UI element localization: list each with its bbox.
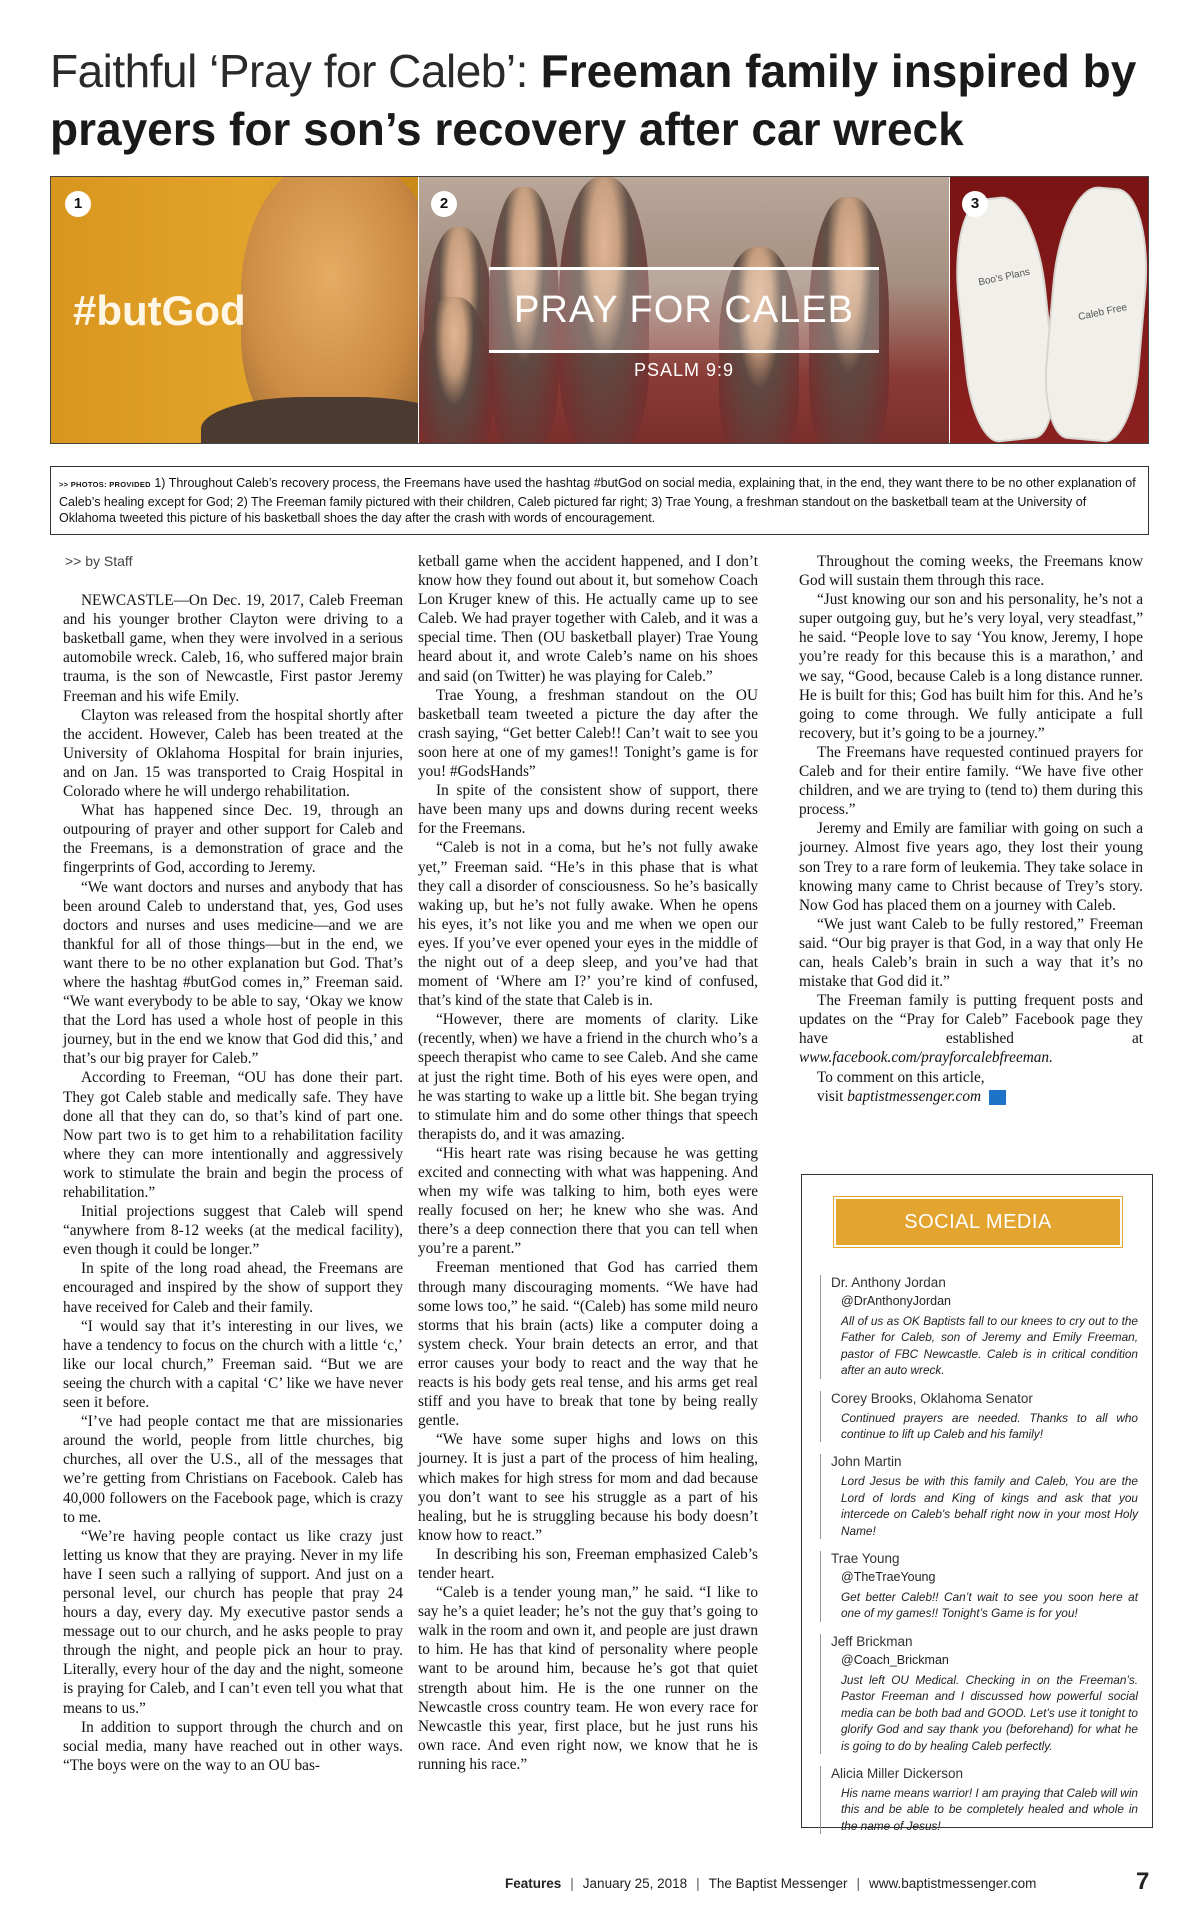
paragraph: ketball game when the accident happened, and I don’t know how they found out about it, but somehow Coach Lon Kruger knew of this. He actually came up to see Caleb. We had prayer together with Caleb, and it was a special time. Then (OU basketball player) Trae Young heard about it, and wrote Caleb’s name on his shoes and said (on Twitter) he was playing for Caleb.”	[418, 553, 758, 685]
paragraph: In describing his son, Freeman emphasized Caleb’s tender heart.	[418, 1545, 758, 1582]
page-footer: Features | January 25, 2018 | The Baptist Messenger | www.baptistmessenger.com 7	[505, 1868, 1150, 1895]
caption-text: 1) Throughout Caleb’s recovery process, the Freemans have used the hashtag #butGod on social media, explaining that, in the end, they want there to be no other explanation of Caleb’s healing except for God; 2) The Freeman family pictured with their children, Caleb pictured far right; 3) Trae Young, a freshman standout on the basketball team at the University of Oklahoma tweeted this picture of his basketball shoes the day after the crash with words of encouragement.	[59, 476, 1136, 525]
response-handle: @TheTraeYoung	[841, 1570, 936, 1585]
headline	[50, 42, 1160, 158]
footer-section: Features	[505, 1876, 562, 1891]
footer-date: January 25, 2018	[582, 1876, 688, 1891]
paragraph: Throughout the coming weeks, the Freemans know God will sustain them through this race.	[799, 553, 1143, 590]
paragraph: “We’re having people contact us like crazy just letting us know that they are praying. Never in my life have I seen such a rallying of support. And just on a personal level, our church has people that pray 24 hours a day, every day. My executive pastor sends a message out to our church, and he asks people to pray through the night, and people pick an hour to pray. Literally, every hour of the day and the night, someone is praying for Caleb, and I can’t even tell you what that means to us.”	[63, 1527, 403, 1717]
headline-main: Freeman family inspired by prayers for son’s recovery after car wreck	[50, 45, 1137, 155]
paragraph: Trae Young, a freshman standout on the OU basketball team tweeted a picture the day after the crash saying, “Get better Caleb!! Can’t wait to see you soon here at one of my games!! Tonight’s game is for you! #GodsHands”	[418, 686, 758, 781]
response-text: Just left OU Medical. Checking in on the Freeman’s. Pastor Freeman and I discussed how powerful social media can be both bad and GOOD. Let’s use it tonight to glorify God and say thank you (beforehand) for what he is going to do by healing Caleb perfectly.	[841, 1672, 1138, 1753]
response-item	[820, 1275, 1138, 1379]
response-name: Jeff Brickman	[831, 1633, 913, 1649]
response-text: Continued prayers are needed. Thanks to all who continue to lift up Caleb and his family!	[841, 1410, 1138, 1442]
photo-butgod	[51, 177, 418, 443]
paragraph: “Just knowing our son and his personality, he’s not a super outgoing guy, but he’s very loyal, very steadfast,” he said. “People love to say ‘You know, Jeremy, I hope you’re ready for this because this is a marathon,’ and we say, “Good, because Caleb is a long distance runner. He is built for this; God has built him for this. And he’s going to come through. We fully anticipate a full recovery, but it’s going to be a journey.”	[799, 591, 1143, 742]
social-media-sidebar	[801, 1174, 1153, 1833]
facebook-url[interactable]: www.facebook.com/prayforcalebfreeman.	[799, 1049, 1053, 1067]
response-name: Alicia Miller Dickerson	[831, 1765, 964, 1781]
paragraph: “We just want Caleb to be fully restored,” Freeman said. “Our big prayer is that God, in a way that only He can, heals Caleb’s brain in such a way that it’s no mistake that God did it.”	[799, 915, 1143, 991]
paragraph: According to Freeman, “OU has done their part. They got Caleb stable and medically safe. They have done all that they can do, so that’s kind of part one. Now part two is to get him to a rehabilitation facility where they can more intentionally and aggressively work to stimulate the brain and begin the process of rehabilitation.”	[63, 1069, 403, 1201]
paragraph: “His heart rate was rising because he was getting excited and connecting with what was happening. And when my wife was talking to him, both eyes were really focused on her; he knew who she was. And there’s a deep connection there that you can tell when you’re a parent.”	[418, 1144, 758, 1258]
photo-number-1: 1	[65, 191, 91, 217]
response-text: Lord Jesus be with this family and Caleb, You are the Lord of lords and King of kings and ask that you intercede on Caleb's behalf right now in your most Holy Name!	[841, 1474, 1138, 1538]
article-column-3	[799, 552, 1143, 1106]
response-name: John Martin	[831, 1454, 902, 1470]
paragraph: The Freemans have requested continued prayers for Caleb and for their entire family. “We have five other children, and we are trying to (tend to) them during this process.”	[799, 743, 1143, 819]
butgod-text: #butGod	[73, 287, 246, 334]
paragraph: “I’ve had people contact me that are missionaries around the world, people from little churches, big churches, all over the U.S., all of the messages that we’re getting from Christians on Facebook. Caleb has 40,000 followers on the Facebook page, which is crazy to me.	[63, 1413, 403, 1526]
response-handle: @Coach_Brickman	[841, 1652, 949, 1667]
article-column-2	[418, 552, 758, 1774]
article-column-1	[63, 552, 403, 1775]
response-item	[820, 1634, 1138, 1754]
byline: >> by Staff	[65, 553, 133, 569]
psalm-text: PSALM 9:9	[633, 360, 735, 380]
comment-url[interactable]: baptistmessenger.com	[847, 1087, 982, 1105]
photo-number-2: 2	[431, 191, 457, 217]
shoe-text-right: Caleb Free	[1077, 301, 1129, 324]
paragraph: Clayton was released from the hospital shortly after the accident. However, Caleb has been treated at the University of Oklahoma Hospital for brain injuries, and on Jan. 15 was transported to Craig Hospital in Colorado where he will undergo rehabilitation.	[63, 706, 403, 801]
paragraph: In spite of the consistent show of support, there have been many ups and downs during recent weeks for the Freemans.	[418, 782, 758, 838]
paragraph: “We want doctors and nurses and anybody that has been around Caleb to understand that, yes, God uses doctors and nurses and uses medicine—and we are thankful for all of those things—but in the end, we want there to be no other explanation but God. That’s where the hashtag #butGod comes in,” Freeman said. “We want everybody to be able to say, ‘Okay we know that the Lord has used a whole host of people in this journey, but in the end we know that God did this,’ and that’s our big prayer for Caleb.”	[63, 878, 403, 1068]
paragraph: “I would say that it’s interesting in our lives, we have a tendency to focus on the church with a little ‘c,’ like our local church,” Freeman said. “But we are seeing the church with a capital ‘C’ like we have never seen it before.	[63, 1317, 403, 1412]
paragraph: What has happened since Dec. 19, through an outpouring of prayer and other support for Caleb and the Freemans, is a demonstration of grace and the fingerprints of God, according to Jeremy.	[63, 802, 403, 877]
photo-number-3: 3	[962, 191, 988, 217]
photo-family	[419, 177, 949, 443]
response-handle: @DrAnthonyJordan	[841, 1294, 951, 1308]
paragraph: “Caleb is a tender young man,” he said. “I like to say he’s a quiet leader; he’s not the guy that’s going to walk in the room and own it, and people are just drawn to him. He has that kind of personality where people want to be around him, because he’s got that quiet strength about him. He is the one runner on the Newcastle cross country team. He won every race for Newcastle this year, first place, but he just runs his own race. And even right now, we know that he is running his race.”	[418, 1584, 758, 1773]
sidebar-title: SOCIAL MEDIA RESPONSES:	[834, 1197, 1122, 1247]
shoe-left	[950, 193, 1062, 443]
headline-kicker: Faithful ‘Pray for Caleb’:	[50, 45, 528, 97]
response-name: Trae Young	[831, 1551, 900, 1567]
paragraph: “We have some super highs and lows on this journey. It is just a part of the process of him healing, which makes for high stress for mom and dad because you don’t want to see his struggle as a part of his healing, but he is struggling because his body doesn’t know how to react.”	[418, 1431, 758, 1544]
paragraph-facebook: The Freeman family is putting frequent posts and updates on the “Pray for Caleb” Facebook page they have established at www.facebook.com/prayforcalebfreeman.	[799, 992, 1143, 1067]
response-item	[820, 1551, 1138, 1622]
paragraph: In addition to support through the church and on social media, many have reached out in other ways. “The boys were on the way to an OU bas-	[63, 1718, 403, 1774]
photo-strip	[50, 176, 1149, 444]
photo-caption	[50, 466, 1149, 535]
shoe-text-left: Boo's Plans	[977, 266, 1032, 289]
paragraph: Freeman mentioned that God has carried them through many discouraging moments. “We have had some lows too,” he said. “(Caleb) has some mild neuro storms that his brain (acts) like a computer doing a system check. Your brain detects an error, and that error causes your body to react and the way that he reacts is his body gets real tense, and his arms get real stiff and you have to break that tone by being really gentle.	[418, 1259, 758, 1430]
response-item	[820, 1766, 1138, 1834]
response-text: Get better Caleb!! Can’t wait to see you soon here at one of my games!! Tonight’s Game is for you!	[841, 1590, 1138, 1621]
response-name: Dr. Anthony Jordan	[831, 1275, 946, 1290]
comment-visit: visit baptistmessenger.com m	[817, 1087, 1017, 1105]
page-number: 7	[1136, 1868, 1150, 1895]
response-item	[820, 1454, 1138, 1539]
sidebar-responses	[820, 1275, 1138, 1846]
footer-publication: The Baptist Messenger	[708, 1876, 848, 1891]
family-member	[419, 297, 489, 443]
paragraph: In spite of the long road ahead, the Freemans are encouraged and inspired by the show of support they have received for Caleb and their family.	[63, 1260, 403, 1316]
comment-line: To comment on this article,	[817, 1068, 985, 1086]
paragraph: NEWCASTLE—On Dec. 19, 2017, Caleb Freeman and his younger brother Clayton were driving to a basketball game, when they were involved in a serious automobile wreck. Caleb, 16, who suffered major brain trauma, is the son of Newcastle, First pastor Jeremy Freeman and his wife Emily.	[63, 592, 403, 705]
response-item	[820, 1391, 1138, 1443]
response-text: His name means warrior! I am praying that Caleb will win this and be able to be completely healed and whole in the name of Jesus!	[841, 1785, 1138, 1833]
paragraph: Initial projections suggest that Caleb will spend “anywhere from 8-12 weeks (at the medical facility), even though it could be longer.”	[63, 1203, 403, 1259]
response-name: Corey Brooks, Oklahoma Senator	[831, 1390, 1033, 1406]
footer-website[interactable]: www.baptistmessenger.com	[869, 1876, 1037, 1891]
paragraph: Jeremy and Emily are familiar with going on such a journey. Almost five years ago, they lost their young son Trey to a rare form of leukemia. They take solace in knowing many came to Christ because of Trey’s story. Now God has placed them on a journey with Caleb.	[799, 820, 1143, 914]
paragraph: “Caleb is not in a coma, but he’s not fully awake yet,” Freeman said. “He’s in this phase that is what they call a disorder of consciousness. So he’s basically waking up, but he’s not fully awake. When he opens his eyes, it’s not like you and me when we open our eyes. If you’ve ever opened your eyes in the middle of the night out of a deep sleep, and you’ve had that moment of ‘Where am I?’ you’re kind of confused, that’s kind of the state that Caleb is in.	[418, 839, 758, 1010]
paragraph: “However, there are moments of clarity. Like (recently, when) we have a friend in the church who’s a speech therapist who came to see Caleb. And she came at just the right time. Both of his eyes were open, and he was starting to wake up a little bit. She began trying to stimulate him and do some other things that speech therapists do, and it was amazing.	[418, 1011, 758, 1143]
photo-shoes	[950, 177, 1148, 443]
pray-for-caleb-banner: PRAY FOR CALEB	[489, 267, 879, 353]
caption-label: >> PHOTOS: PROVIDED	[59, 480, 151, 489]
messenger-logo-icon: m	[989, 1090, 1006, 1105]
response-text: All of us as OK Baptists fall to our knees to cry out to the Father for Caleb, son of Jeremy and Emily Freeman, pastor of FBC Newcastle. Caleb is in critical condition after an auto wreck.	[841, 1314, 1138, 1378]
